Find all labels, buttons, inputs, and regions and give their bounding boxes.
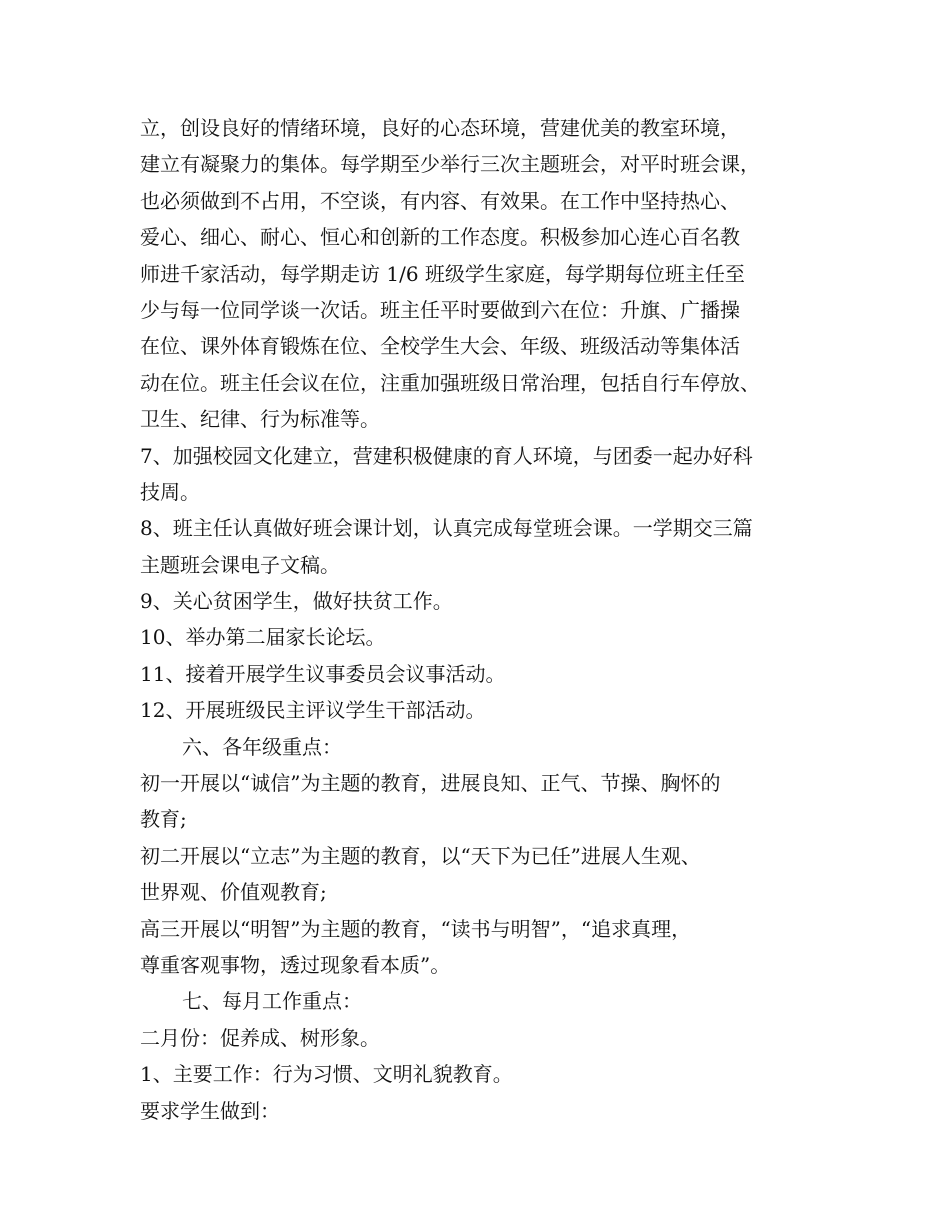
list-item-9: 9、关心贫困学生，做好扶贫工作。 bbox=[140, 589, 453, 614]
list-item-10: 10、举办第二届家长论坛。 bbox=[140, 625, 386, 650]
section-heading-6: 六、各年级重点： bbox=[182, 734, 342, 759]
text-line: 立，创设良好的情绪环境，良好的心态环境，营建优美的教室环境， bbox=[140, 116, 740, 140]
text-line: 技周。 bbox=[140, 479, 200, 504]
text-line: 师进千家活动，每学期走访 1/6 班级学生家庭，每学期每位班主任至 bbox=[140, 261, 745, 286]
text-line: 尊重客观事物，透过现象看本质”。 bbox=[140, 952, 451, 977]
list-item-1: 1、主要工作：行为习惯、文明礼貌教育。 bbox=[140, 1062, 513, 1087]
list-item-8: 8、班主任认真做好班会课计划，认真完成每堂班会课。一学期交三篇 bbox=[140, 516, 753, 541]
text-line: 世界观、价值观教育; bbox=[140, 880, 327, 905]
text-line: 爱心、细心、耐心、恒心和创新的工作态度。积极参加心连心百名教 bbox=[140, 225, 740, 250]
text-line: 要求学生做到： bbox=[140, 1098, 280, 1123]
text-line: 教育; bbox=[140, 807, 187, 832]
text-line: 少与每一位同学谈一次话。班主任平时要做到六在位：升旗、广播操 bbox=[140, 297, 740, 322]
text-line: 卫生、纪律、行为标准等。 bbox=[140, 407, 380, 432]
list-item-11: 11、接着开展学生议事委员会议事活动。 bbox=[140, 661, 506, 686]
text-line: 在位、课外体育锻炼在位、全校学生大会、年级、班级活动等集体活 bbox=[140, 334, 740, 359]
list-item-7: 7、加强校园文化建立，营建积极健康的育人环境，与团委一起办好科 bbox=[140, 443, 753, 468]
text-line: 动在位。班主任会议在位，注重加强班级日常治理，包括自行车停放、 bbox=[140, 370, 760, 395]
text-line: 二月份：促养成、树形象。 bbox=[140, 1025, 380, 1050]
section-heading-7: 七、每月工作重点： bbox=[182, 989, 362, 1014]
text-line: 建立有凝聚力的集体。每学期至少举行三次主题班会，对平时班会课， bbox=[140, 152, 760, 177]
text-line: 也必须做到不占用，不空谈，有内容、有效果。在工作中坚持热心、 bbox=[140, 188, 740, 213]
text-line: 初一开展以“诚信”为主题的教育，进展良知、正气、节操、胸怀的 bbox=[140, 771, 721, 796]
document-body bbox=[140, 110, 840, 1129]
text-line: 高三开展以“明智”为主题的教育，“读书与明智”，“追求真理， bbox=[140, 916, 692, 941]
list-item-12: 12、开展班级民主评议学生干部活动。 bbox=[140, 698, 486, 723]
text-line: 初二开展以“立志”为主题的教育，以“天下为已任”进展人生观、 bbox=[140, 843, 701, 868]
text-line: 主题班会课电子文稿。 bbox=[140, 552, 340, 577]
